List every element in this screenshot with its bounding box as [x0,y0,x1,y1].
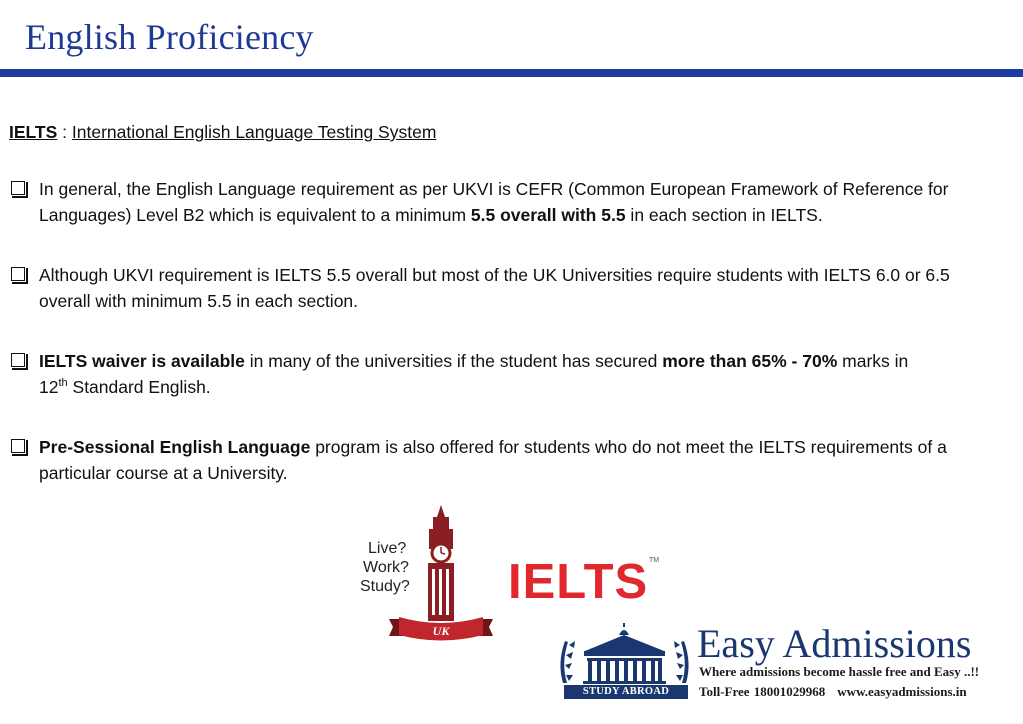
trademark-symbol: TM [649,557,660,564]
bold-text: more than 65% - 70% [662,351,838,371]
bold-text: IELTS waiver is available [39,351,245,371]
study-abroad-band: STUDY ABROAD [564,685,688,699]
ielts-abbreviation: IELTS [9,122,58,142]
brand-tagline: Where admissions become hassle free and Easy ..!! [699,664,980,679]
uk-banner-text: UK [432,624,450,638]
ielts-wordmark: IELTS [508,555,649,609]
bullet-text: IELTS waiver is available in many of the universities if the student has secured more than 65% - 70% marks in 12th Standard English. [39,351,909,397]
brand-name: Easy Admissions [697,621,972,666]
big-ben-icon [428,505,454,621]
bullet-text: Although UKVI requirement is IELTS 5.5 overall but most of the UK Universities require students with IELTS 6.0 or 6.5 overall with minimum 5.5 in each section. [39,265,950,311]
list-item [9,176,999,228]
list-item [9,434,999,486]
checkbox-icon [11,439,25,453]
bullet-text: In general, the English Language requirement as per UKVI is CEFR (Common European Framework of Reference for Languages) Level B2 which is equivalent to a minimum 5.5 overall with 5.5 in each section in IELTS. [39,179,949,225]
question-work: Work? [363,559,409,576]
university-emblem-icon [557,623,692,703]
toll-free-number: Toll-Free 18001029968 [699,684,826,699]
definition-separator: : [57,122,72,142]
checkbox-icon [11,353,25,367]
checkbox-icon [11,267,25,281]
bullet-text: Pre-Sessional English Language program is also offered for students who do not meet the IELTS requirements of a particular course at a University. [39,437,947,483]
brand-contact [699,684,967,700]
easy-admissions-logo [557,623,1012,703]
ielts-full-name: International English Language Testing System [71,122,437,142]
question-live: Live? [368,540,407,557]
superscript: th [58,377,68,390]
ielts-definition [9,122,436,143]
checkbox-icon [11,181,25,195]
list-item [9,348,999,400]
list-item [9,262,999,314]
bold-text: Pre-Sessional English Language [39,437,311,457]
bold-text: 5.5 overall with 5.5 [470,205,626,225]
page-title: English Proficiency [25,17,314,57]
website-link: www.easyadmissions.in [837,684,967,699]
question-study: Study? [360,578,410,595]
title-divider [0,69,1023,77]
